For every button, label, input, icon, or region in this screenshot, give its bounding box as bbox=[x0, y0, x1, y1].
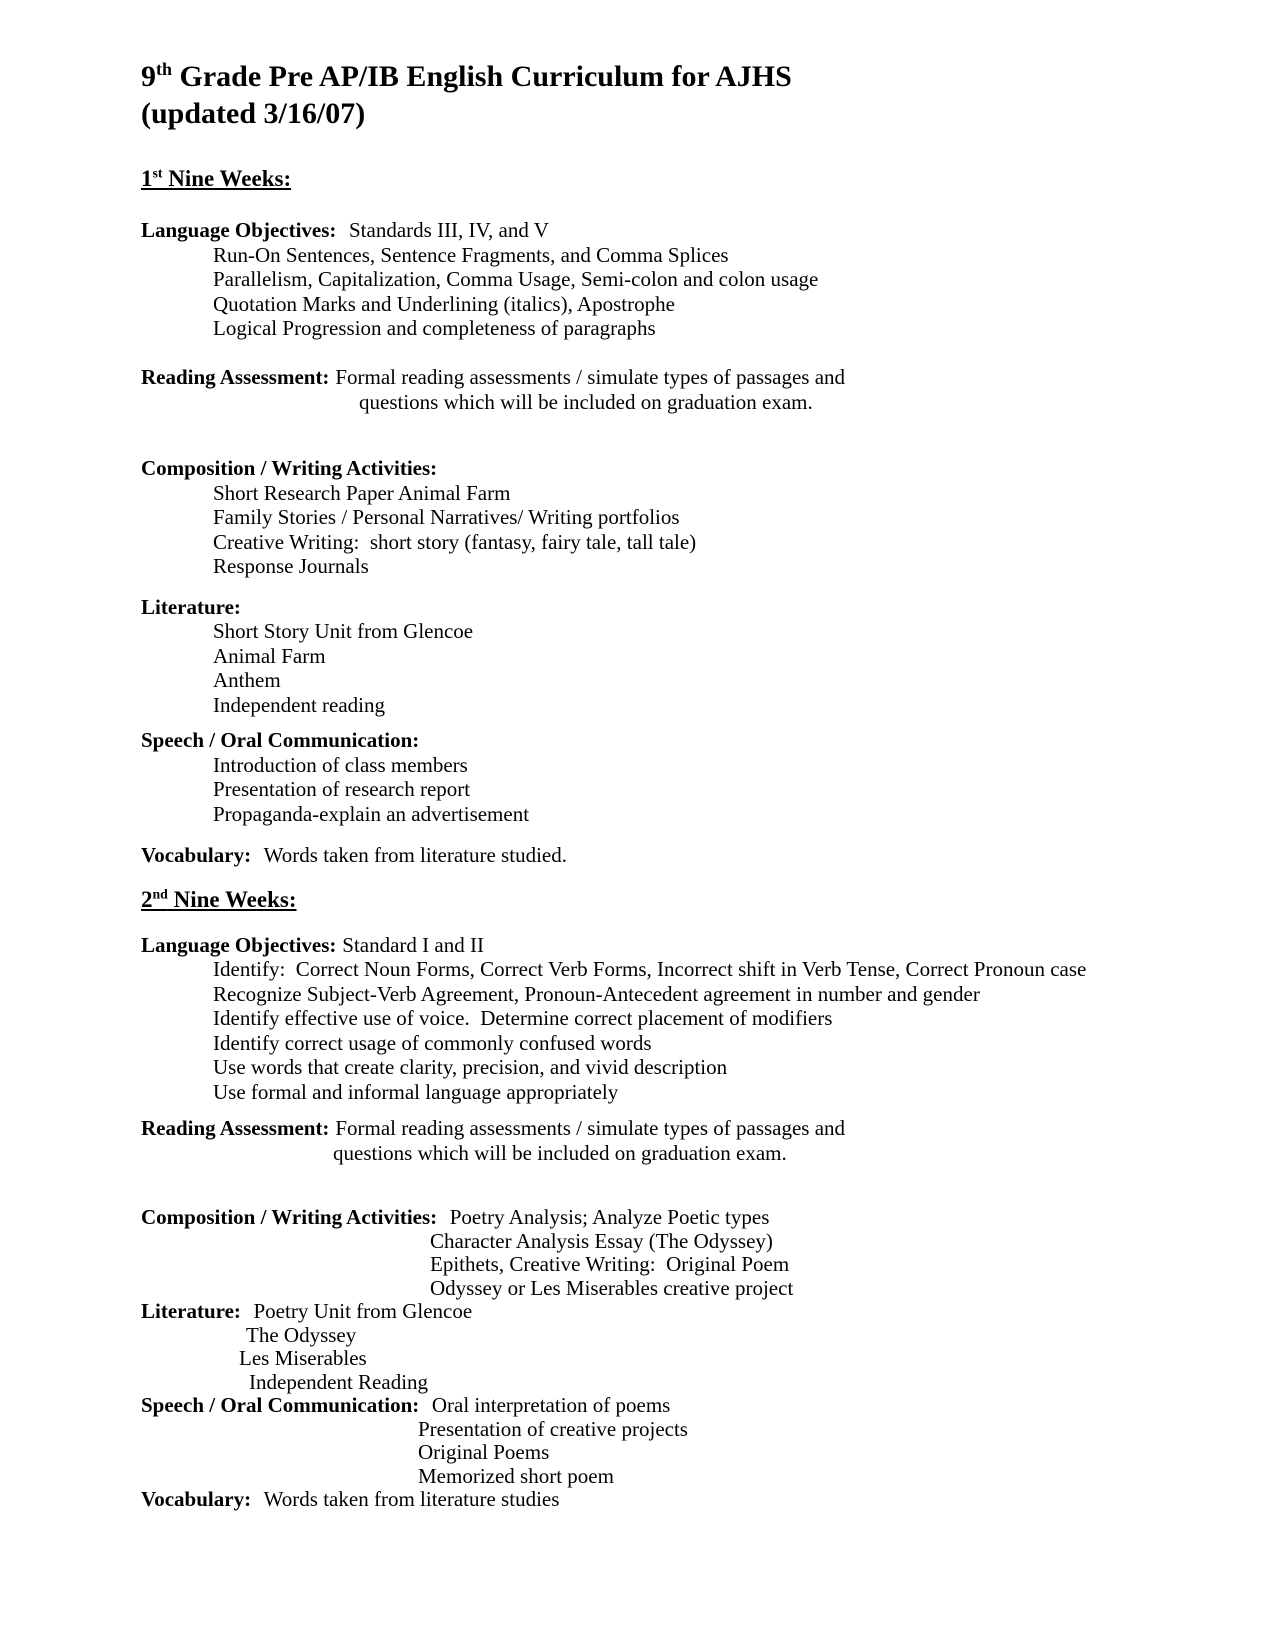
w1-language-objectives-item: Quotation Marks and Underlining (italics), Apostrophe bbox=[213, 291, 675, 316]
section-label-vocabulary: Vocabulary: bbox=[141, 843, 252, 867]
w1-speech-item: Propaganda-explain an advertisement bbox=[213, 801, 530, 826]
w2-literature-item: The Odyssey bbox=[246, 1322, 357, 1347]
week-number: 2 bbox=[141, 886, 153, 912]
w1-speech-header bbox=[141, 728, 1245, 753]
w2-speech-item: Presentation of creative projects bbox=[418, 1416, 688, 1441]
literature-intro: Poetry Unit from Glencoe bbox=[253, 1299, 473, 1323]
language-objectives-standards: Standard I and II bbox=[342, 932, 484, 957]
document-title-line-1 bbox=[141, 58, 1245, 95]
w1-composition-item: Response Journals bbox=[213, 554, 369, 578]
week-ordinal-superscript: st bbox=[152, 165, 163, 181]
w1-literature-item: Independent reading bbox=[213, 692, 386, 717]
w1-language-objectives-item: Logical Progression and completeness of paragraphs bbox=[213, 316, 656, 340]
title-number: 9 bbox=[141, 60, 156, 93]
week-1-heading bbox=[141, 166, 291, 192]
reading-assessment-text: Formal reading assessments / simulate types of passages and bbox=[335, 1116, 846, 1140]
w1-speech-item: Presentation of research report bbox=[213, 777, 471, 801]
w1-composition-item: Family Stories / Personal Narratives/ Writing portfolios bbox=[213, 505, 680, 529]
w2-reading-assessment-line-2: questions which will be included on graduation exam. bbox=[333, 1140, 787, 1165]
w2-reading-assessment-line-1 bbox=[141, 1116, 1245, 1141]
reading-assessment-text: Formal reading assessments / simulate types of passages and bbox=[335, 365, 846, 389]
w1-literature-item: Short Story Unit from Glencoe bbox=[213, 619, 474, 643]
composition-intro: Poetry Analysis; Analyze Poetic types bbox=[449, 1205, 770, 1229]
spacer bbox=[141, 192, 142, 218]
w1-language-objectives-header bbox=[141, 218, 1245, 243]
w1-composition-header bbox=[141, 456, 1245, 481]
section-label-speech: Speech / Oral Communication: bbox=[141, 1393, 420, 1417]
w1-speech-item: Introduction of class members bbox=[213, 752, 468, 777]
w2-language-objectives-header bbox=[141, 933, 1245, 958]
section-label-reading-assessment: Reading Assessment: bbox=[141, 365, 330, 389]
title-updated-date: (updated 3/16/07) bbox=[141, 97, 366, 130]
w2-composition-item: Odyssey or Les Miserables creative project bbox=[430, 1275, 794, 1300]
section-label-literature: Literature: bbox=[141, 594, 241, 619]
spacer bbox=[141, 1165, 142, 1206]
w2-speech-header bbox=[141, 1394, 1245, 1418]
document-title-line-2 bbox=[141, 95, 1245, 132]
section-label-composition: Composition / Writing Activities: bbox=[141, 456, 438, 480]
vocabulary-text: Words taken from literature studies bbox=[263, 1487, 560, 1511]
spacer bbox=[141, 579, 142, 595]
w2-literature-header bbox=[141, 1300, 1245, 1324]
w1-reading-assessment-line-1 bbox=[141, 365, 1245, 390]
section-label-literature: Literature: bbox=[141, 1299, 241, 1323]
section-label-speech: Speech / Oral Communication: bbox=[141, 728, 420, 752]
w2-speech-item: Original Poems bbox=[418, 1440, 550, 1464]
spacer bbox=[141, 826, 142, 843]
w2-language-objectives-item: Use formal and informal language appropriately bbox=[213, 1079, 619, 1104]
spacer bbox=[141, 414, 142, 456]
spacer bbox=[141, 341, 142, 366]
vocabulary-text: Words taken from literature studied. bbox=[263, 843, 567, 867]
section-label-reading-assessment: Reading Assessment: bbox=[141, 1116, 330, 1140]
spacer bbox=[141, 913, 142, 933]
week-heading-text: Nine Weeks: bbox=[167, 886, 297, 912]
w1-literature-item: Anthem bbox=[213, 668, 281, 692]
week-2-heading bbox=[141, 887, 297, 913]
section-label-language-objectives: Language Objectives: bbox=[141, 218, 337, 242]
week-ordinal-superscript: nd bbox=[152, 885, 168, 901]
w2-vocabulary-row bbox=[141, 1488, 1245, 1512]
title-ordinal-superscript: th bbox=[156, 59, 173, 79]
w1-reading-assessment-line-2: questions which will be included on graduation exam. bbox=[359, 389, 813, 414]
w1-literature-header bbox=[141, 595, 1245, 620]
w1-language-objectives-item: Run-On Sentences, Sentence Fragments, and Comma Splices bbox=[213, 242, 729, 267]
spacer bbox=[141, 132, 142, 166]
w2-language-objectives-item: Identify effective use of voice. Determine correct placement of modifiers bbox=[213, 1006, 833, 1030]
w2-composition-item: Character Analysis Essay (The Odyssey) bbox=[430, 1228, 773, 1253]
w2-language-objectives-item: Identify correct usage of commonly confused words bbox=[213, 1030, 652, 1055]
spacer bbox=[141, 717, 142, 728]
week-number: 1 bbox=[141, 166, 153, 191]
section-label-vocabulary: Vocabulary: bbox=[141, 1487, 252, 1511]
w2-language-objectives-item: Use words that create clarity, precision, and vivid description bbox=[213, 1055, 728, 1079]
w2-literature-item: Les Miserables bbox=[239, 1346, 367, 1370]
week-1-heading-row bbox=[141, 166, 1245, 192]
w1-literature-item: Animal Farm bbox=[213, 643, 326, 668]
w2-language-objectives-item: Identify: Correct Noun Forms, Correct Verb Forms, Incorrect shift in Verb Tense, Correct Pronoun case bbox=[213, 957, 1087, 981]
section-label-composition: Composition / Writing Activities: bbox=[141, 1205, 438, 1229]
week-heading-text: Nine Weeks: bbox=[162, 166, 292, 191]
w2-literature-item: Independent Reading bbox=[249, 1369, 429, 1394]
w2-composition-item: Epithets, Creative Writing: Original Poem bbox=[430, 1252, 790, 1276]
w2-speech-item: Memorized short poem bbox=[418, 1463, 614, 1488]
week-2-heading-row bbox=[141, 887, 1245, 913]
w1-composition-item: Short Research Paper Animal Farm bbox=[213, 480, 511, 505]
section-label-language-objectives: Language Objectives: bbox=[141, 932, 337, 957]
language-objectives-standards: Standards III, IV, and V bbox=[349, 218, 549, 242]
w2-composition-header bbox=[141, 1206, 1245, 1230]
w1-language-objectives-item: Parallelism, Capitalization, Comma Usage, Semi-colon and colon usage bbox=[213, 267, 819, 291]
spacer bbox=[141, 1104, 142, 1116]
w1-composition-item: Creative Writing: short story (fantasy, fairy tale, tall tale) bbox=[213, 529, 697, 554]
speech-intro: Oral interpretation of poems bbox=[431, 1393, 671, 1417]
spacer bbox=[141, 868, 142, 887]
w1-vocabulary-row bbox=[141, 843, 1245, 868]
w2-language-objectives-item: Recognize Subject-Verb Agreement, Pronoun-Antecedent agreement in number and gender bbox=[213, 981, 980, 1006]
title-text: Grade Pre AP/IB English Curriculum for AJHS bbox=[172, 60, 792, 93]
